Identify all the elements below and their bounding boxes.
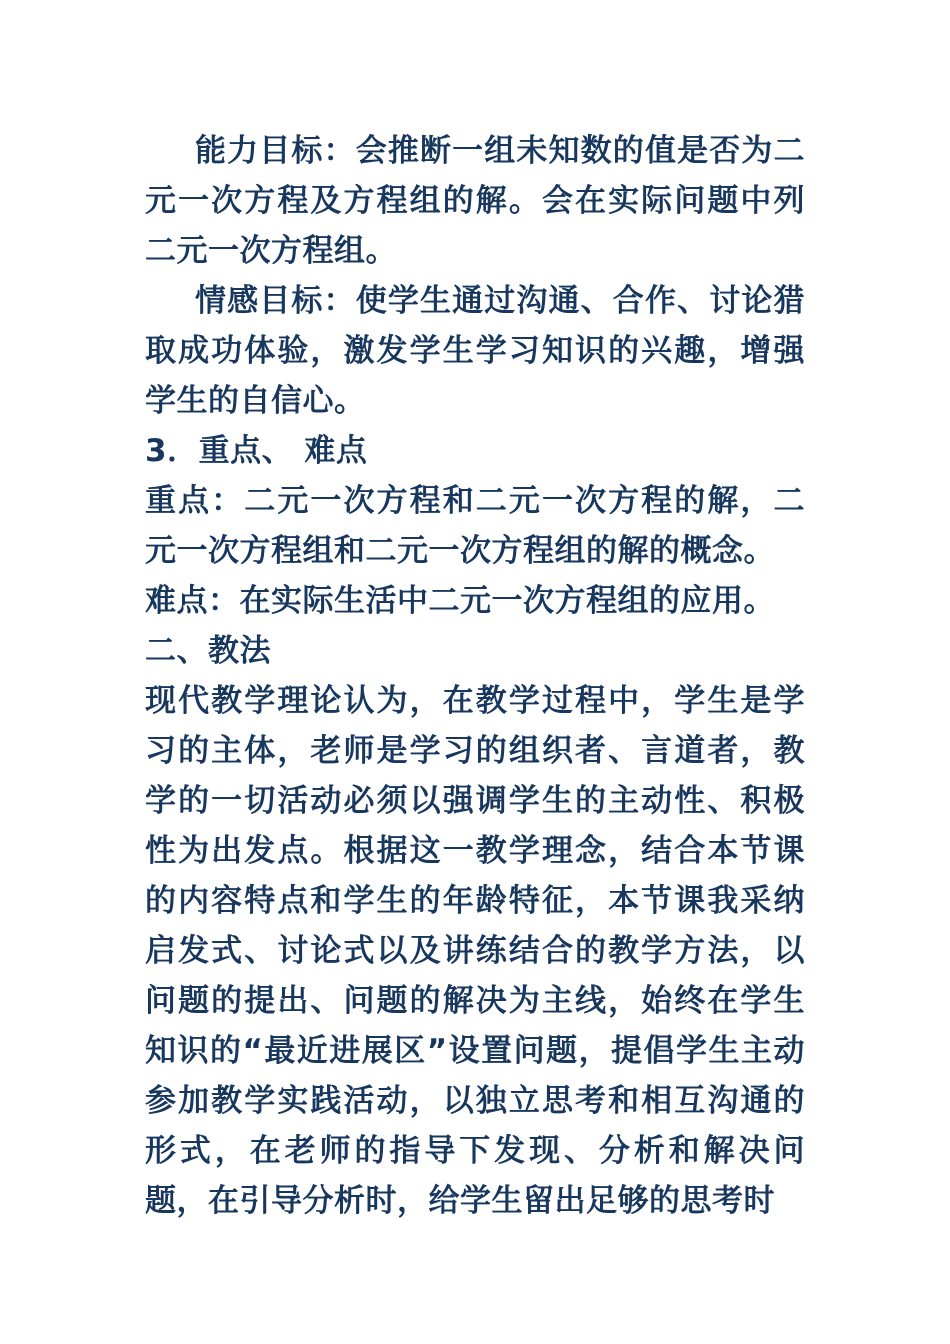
document-page [145,126,805,1226]
section-3-heading: 3．重点、 难点 [145,433,368,469]
difficult-point-paragraph: 难点：在实际生活中二元一次方程组的应用。 [145,583,775,619]
emotion-goal-paragraph: 情感目标：使学生通过沟通、合作、讨论猎取成功体验，激发学生学习知识的兴趣，增强学生的自信心。 [145,283,805,419]
key-point-paragraph: 重点：二元一次方程和二元一次方程的解，二元一次方程组和二元一次方程组的解的概念。 [145,483,805,569]
ability-goal-paragraph: 能力目标：会推断一组未知数的值是否为二元一次方程及方程组的解。会在实际问题中列二元一次方程组。 [145,133,805,269]
teaching-method-heading: 二、教法 [145,633,271,669]
teaching-method-paragraph: 现代教学理论认为，在教学过程中，学生是学习的主体，老师是学习的组织者、言道者，教学的一切活动必须以强调学生的主动性、积极性为出发点。根据这一教学理念，结合本节课的内容特点和学生的年龄特征，本节课我采纳启发式、讨论式以及讲练结合的教学方法，以问题的提出、问题的解决为主线，始终在学生知识的“最近进展区”设置问题，提倡学生主动参加教学实践活动，以独立思考和相互沟通的形式，在老师的指导下发现、分析和解决问题，在引导分析时，给学生留出足够的思考时 [145,683,805,1219]
